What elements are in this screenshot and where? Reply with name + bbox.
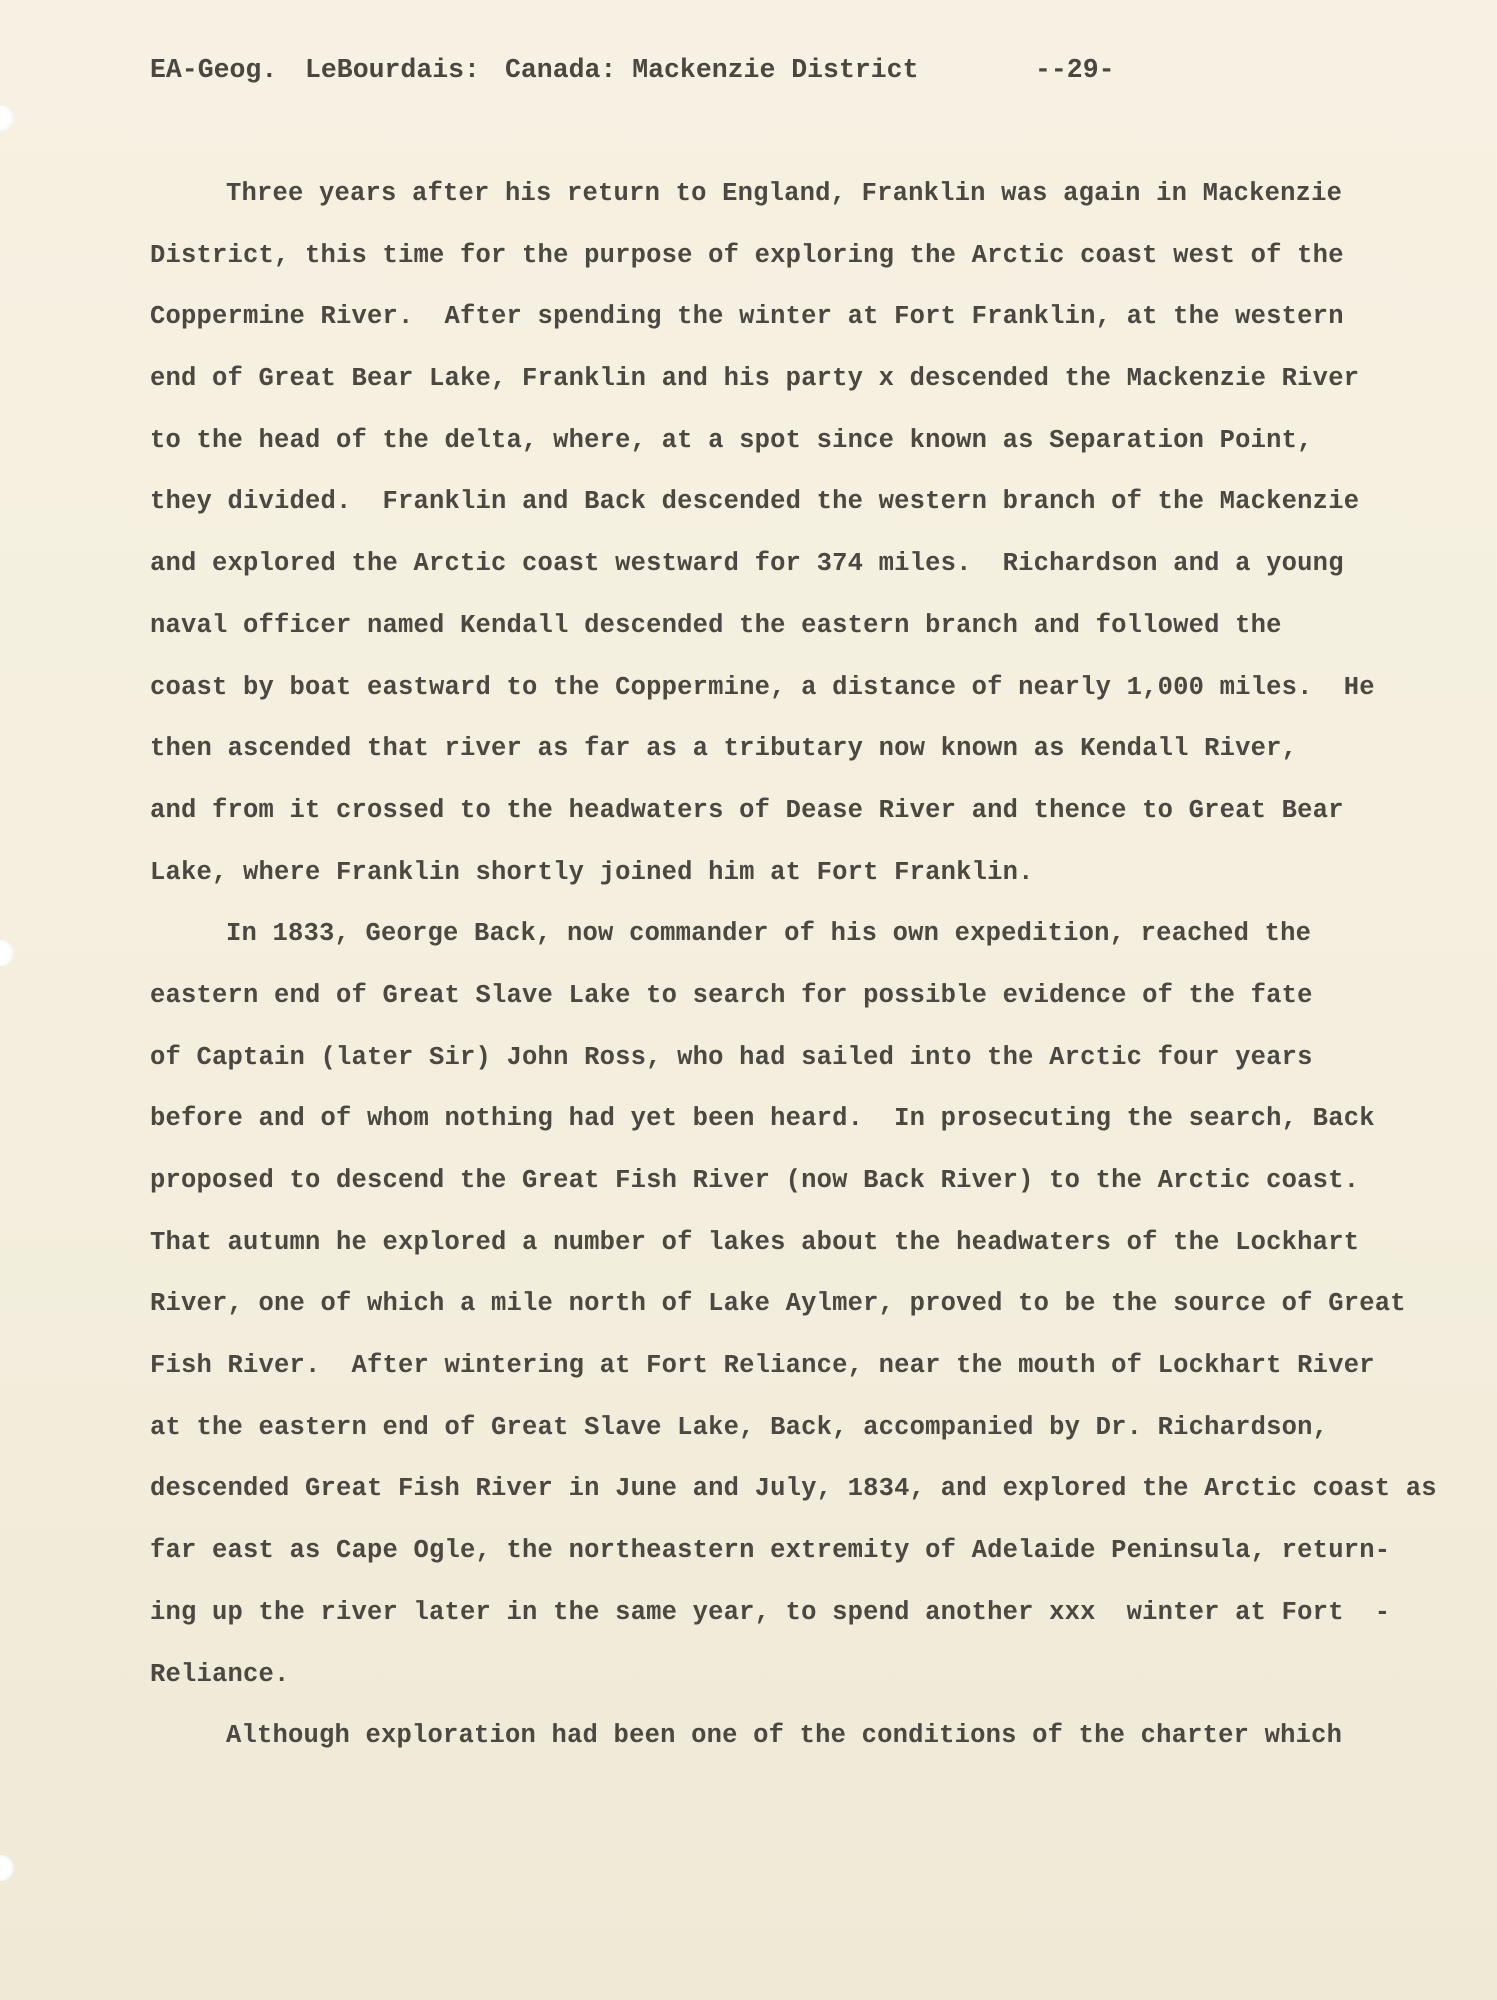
text-line: coast by boat eastward to the Coppermine, a distance of nearly 1,000 miles. He xyxy=(150,672,1375,702)
page-number: --29- xyxy=(1035,55,1115,85)
text-line: Coppermine River. After spending the winter at Fort Franklin, at the western xyxy=(150,302,1344,332)
text-line: Although exploration had been one of the conditions of the charter which xyxy=(226,1721,1343,1751)
text-line: to the head of the delta, where, at a spot since known as Separation Point, xyxy=(150,425,1313,455)
text-line: end of Great Bear Lake, Franklin and his party x descended the Mackenzie River xyxy=(150,364,1360,394)
text-line: and explored the Arctic coast westward for 374 miles. Richardson and a young xyxy=(150,549,1344,579)
text-line: they divided. Franklin and Back descended the western branch of the Mackenzie xyxy=(150,487,1360,517)
punch-hole-top xyxy=(0,105,14,131)
text-line: Reliance. xyxy=(150,1659,290,1689)
text-line: Three years after his return to England, Franklin was again in Mackenzie xyxy=(226,179,1343,208)
text-line: ing up the river later in the same year, to spend another xxx winter at Fort - xyxy=(150,1597,1391,1627)
header-series: EA-Geog. xyxy=(150,55,278,85)
text-line: That autumn he explored a number of lakes about the headwaters of the Lockhart xyxy=(150,1227,1360,1257)
text-line: In 1833, George Back, now commander of his own expedition, reached the xyxy=(226,919,1312,949)
text-line: Lake, where Franklin shortly joined him at Fort Franklin. xyxy=(150,857,1034,887)
text-line: at the eastern end of Great Slave Lake, Back, accompanied by Dr. Richardson, xyxy=(150,1412,1329,1442)
page-header xyxy=(150,50,1150,90)
text-line: then ascended that river as far as a tributary now known as Kendall River, xyxy=(150,734,1298,764)
text-line: of Captain (later Sir) John Ross, who had sailed into the Arctic four years xyxy=(150,1042,1313,1072)
text-line: before and of whom nothing had yet been heard. In prosecuting the search, Back xyxy=(150,1104,1375,1134)
text-line: proposed to descend the Great Fish River (now Back River) to the Arctic coast. xyxy=(150,1166,1360,1195)
text-line: naval officer named Kendall descended the eastern branch and followed the xyxy=(150,610,1282,640)
body-text xyxy=(150,163,1450,1767)
header-subject: Canada: Mackenzie District xyxy=(505,55,919,85)
text-line: far east as Cape Ogle, the northeastern extremity of Adelaide Peninsula, return- xyxy=(150,1536,1391,1566)
text-line: and from it crossed to the headwaters of Dease River and thence to Great Bear xyxy=(150,795,1344,825)
text-line: descended Great Fish River in June and July, 1834, and explored the Arctic coast as xyxy=(150,1474,1437,1504)
text-line: Fish River. After wintering at Fort Reliance, near the mouth of Lockhart River xyxy=(150,1351,1375,1381)
text-line: eastern end of Great Slave Lake to search for possible evidence of the fate xyxy=(150,980,1313,1010)
punch-hole-middle xyxy=(0,940,14,966)
header-author: LeBourdais: xyxy=(305,55,480,85)
punch-hole-bottom xyxy=(0,1855,14,1881)
text-line: River, one of which a mile north of Lake Aylmer, proved to be the source of Great xyxy=(150,1289,1406,1319)
text-line: District, this time for the purpose of exploring the Arctic coast west of the xyxy=(150,240,1344,270)
